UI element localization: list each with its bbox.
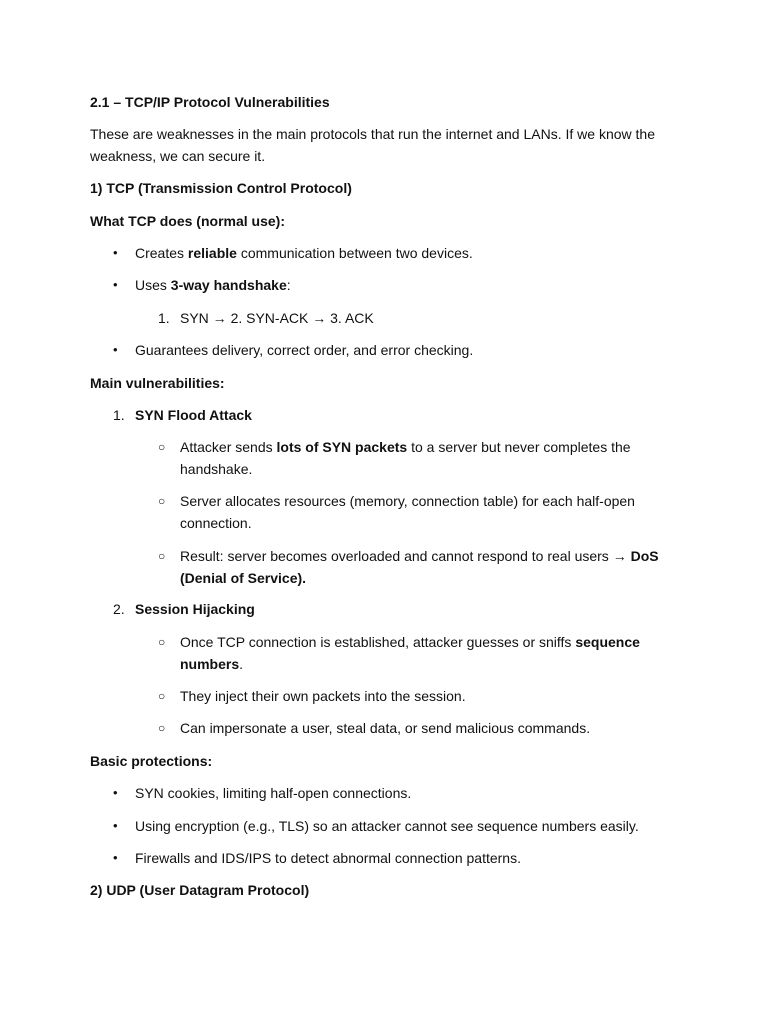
text: Can impersonate a user, steal data, or send malicious commands. — [180, 720, 591, 736]
handshake-step — [158, 307, 674, 329]
text: Once TCP connection is established, attacker guesses or sniffs — [180, 634, 576, 650]
syn-flood-item — [113, 404, 674, 426]
text: Attacker sends — [180, 439, 277, 455]
text: Guarantees delivery, correct order, and error checking. — [135, 342, 474, 358]
protection-item — [113, 782, 674, 804]
text: : — [286, 277, 291, 293]
circle-marker: ○ — [158, 440, 166, 454]
list-number: 1. — [113, 407, 125, 423]
text: communication between two devices. — [236, 245, 473, 261]
session-hijacking-item — [113, 598, 674, 620]
bullet-marker: • — [113, 818, 118, 833]
section-heading: 2.1 – TCP/IP Protocol Vulnerabilities — [90, 94, 330, 110]
bullet-marker: • — [113, 850, 118, 865]
bold-text: DoS (Denial of Service). — [180, 548, 659, 586]
intro-paragraph: These are weaknesses in the main protocols that run the internet and LANs. If we know the weakness, we can secure it. — [90, 126, 655, 164]
list-number: 1. — [158, 310, 170, 326]
bold-text: 3-way handshake — [170, 277, 287, 293]
hijack-impersonate — [158, 717, 674, 739]
text: Using encryption (e.g., TLS) so an attacker cannot see sequence numbers easily. — [135, 818, 639, 834]
text: SYN cookies, limiting half-open connections. — [135, 785, 412, 801]
bold-text: reliable — [187, 245, 237, 261]
text: Uses — [135, 277, 171, 293]
text: . — [239, 656, 244, 672]
text: Result: server becomes overloaded and cannot respond to real users → — [180, 548, 631, 564]
protections-heading: Basic protections: — [90, 753, 213, 769]
circle-marker: ○ — [158, 635, 166, 649]
protection-item — [113, 815, 674, 837]
bullet-guarantees — [113, 339, 674, 361]
hijack-inject — [158, 685, 674, 707]
protection-item — [113, 847, 674, 869]
bullet-uses — [113, 274, 674, 296]
udp-title: 2) UDP (User Datagram Protocol) — [90, 882, 310, 898]
bold-text: lots of SYN packets — [276, 439, 408, 455]
bullet-marker: • — [113, 342, 118, 357]
hijack-once — [158, 631, 674, 675]
syn-flood-sends — [158, 436, 674, 480]
bullet-marker: • — [113, 245, 118, 260]
text: Creates — [135, 245, 188, 261]
text: Firewalls and IDS/IPS to detect abnormal connection patterns. — [135, 850, 521, 866]
what-tcp-does-heading: What TCP does (normal use): — [90, 213, 285, 229]
tcp-title: 1) TCP (Transmission Control Protocol) — [90, 180, 352, 196]
text: SYN → 2. SYN-ACK → 3. ACK — [180, 310, 374, 326]
bullet-marker: • — [113, 785, 118, 800]
bullet-marker: • — [113, 277, 118, 292]
bold-text: sequence numbers — [180, 634, 640, 672]
text: Server allocates resources (memory, connection table) for each half-open connection. — [180, 493, 635, 531]
vulnerabilities-heading: Main vulnerabilities: — [90, 375, 225, 391]
text: to a server but never completes the handshake. — [180, 439, 631, 477]
text: SYN Flood Attack — [135, 407, 252, 423]
circle-marker: ○ — [158, 494, 166, 508]
circle-marker: ○ — [158, 721, 166, 735]
syn-flood-allocates — [158, 490, 674, 534]
list-number: 2. — [113, 601, 125, 617]
circle-marker: ○ — [158, 689, 166, 703]
bullet-creates — [113, 242, 674, 264]
text: They inject their own packets into the session. — [180, 688, 466, 704]
text: Session Hijacking — [135, 601, 255, 617]
circle-marker: ○ — [158, 549, 166, 563]
syn-flood-result — [158, 545, 674, 589]
